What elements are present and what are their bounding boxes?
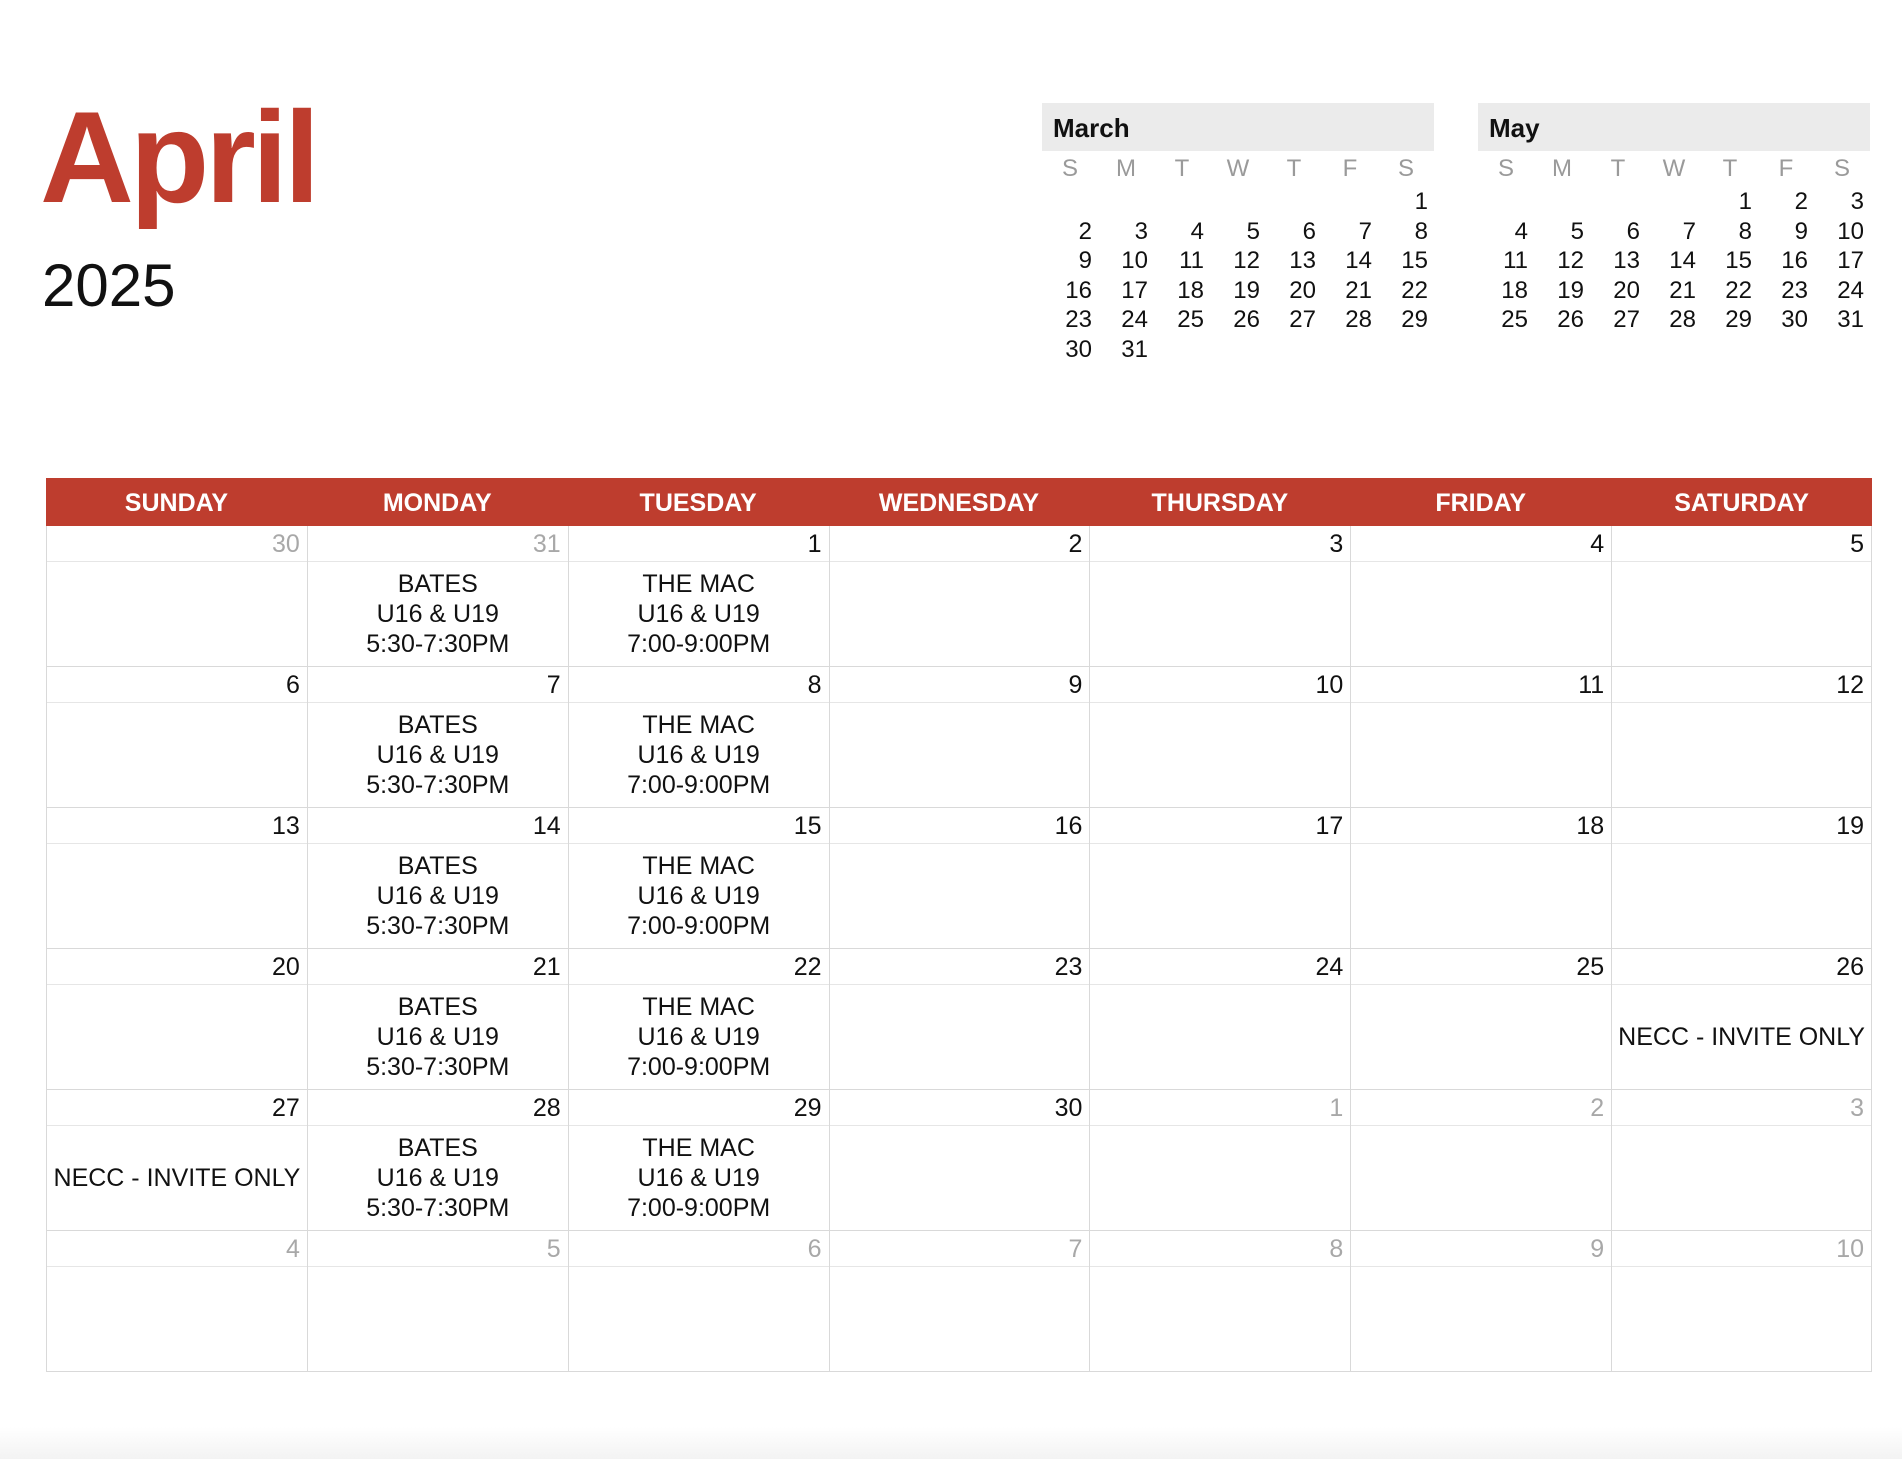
mini-day[interactable]: 17	[1837, 247, 1864, 274]
mini-day[interactable]: 14	[1669, 247, 1696, 274]
event-text-line: 7:00-9:00PM	[627, 1194, 771, 1222]
mini-weekday-label: F	[1342, 155, 1358, 182]
day-cell[interactable]	[1350, 526, 1611, 667]
mini-day[interactable]: 31	[1121, 335, 1148, 363]
month-calendar-grid	[46, 478, 1872, 1372]
day-number: 21	[308, 949, 568, 985]
day-number: 8	[1090, 1231, 1350, 1267]
mini-day-blank	[1646, 187, 1702, 217]
day-cell[interactable]	[1350, 949, 1611, 1090]
mini-day[interactable]: 31	[1837, 306, 1864, 333]
event-text-line: U16 & U19	[637, 1164, 760, 1192]
mini-day[interactable]: 13	[1289, 247, 1316, 274]
event-text-line: U16 & U19	[376, 600, 499, 628]
mini-day[interactable]: 23	[1065, 306, 1092, 333]
mini-day[interactable]: 6	[1626, 217, 1640, 245]
mini-day[interactable]: 30	[1065, 335, 1092, 363]
event-text-line: 5:30-7:30PM	[366, 1194, 510, 1222]
mini-day[interactable]: 19	[1557, 276, 1584, 304]
day-cell[interactable]	[1089, 526, 1350, 667]
day-number: 22	[569, 949, 829, 985]
day-cell[interactable]	[1350, 1090, 1611, 1231]
mini-calendar-title: March	[1042, 103, 1434, 151]
event-entry[interactable]	[308, 1126, 568, 1230]
day-cell[interactable]	[1350, 808, 1611, 949]
day-number: 14	[308, 808, 568, 844]
day-number: 24	[1090, 949, 1350, 985]
event-text-line: U16 & U19	[637, 1023, 760, 1051]
event-entry[interactable]	[569, 703, 829, 807]
event-text-line: THE MAC	[642, 711, 755, 739]
mini-weekday-label: M	[1552, 155, 1572, 182]
mini-weekday-label: S	[1833, 155, 1850, 182]
event-text-line: 5:30-7:30PM	[366, 630, 510, 658]
day-number: 29	[569, 1090, 829, 1126]
day-cell[interactable]	[1611, 808, 1872, 949]
event-text-line: BATES	[397, 993, 478, 1021]
mini-day[interactable]: 20	[1613, 276, 1640, 304]
day-cell[interactable]	[568, 1090, 829, 1231]
day-number: 10	[1090, 667, 1350, 703]
mini-day-blank	[1322, 187, 1378, 217]
mini-day[interactable]: 8	[1414, 217, 1428, 245]
day-number: 23	[830, 949, 1090, 985]
mini-day[interactable]: 9	[1794, 217, 1808, 245]
day-cell[interactable]	[568, 808, 829, 949]
day-number: 6	[47, 667, 307, 703]
mini-day[interactable]: 30	[1781, 306, 1808, 333]
day-number: 31	[308, 526, 568, 562]
mini-day[interactable]: 24	[1837, 276, 1864, 304]
event-text-line: U16 & U19	[637, 741, 760, 769]
event-text-line: BATES	[397, 570, 478, 598]
mini-day[interactable]: 28	[1345, 306, 1372, 333]
mini-day[interactable]: 19	[1233, 276, 1260, 304]
event-text-line: THE MAC	[642, 1134, 755, 1162]
mini-calendar-may	[1478, 103, 1870, 335]
mini-day[interactable]: 7	[1682, 217, 1696, 245]
mini-day[interactable]: 15	[1401, 247, 1428, 274]
mini-weekday-label: T	[1722, 155, 1738, 182]
day-cell[interactable]	[568, 667, 829, 808]
mini-day[interactable]: 20	[1289, 276, 1316, 304]
day-number: 9	[1351, 1231, 1611, 1267]
event-entry[interactable]	[308, 844, 568, 948]
mini-weekday-label: F	[1778, 155, 1794, 182]
mini-day[interactable]: 3	[1850, 188, 1864, 215]
mini-day[interactable]: 21	[1345, 276, 1372, 304]
event-text-line: 5:30-7:30PM	[366, 912, 510, 940]
day-cell[interactable]	[829, 667, 1090, 808]
mini-weekday-label: T	[1174, 155, 1190, 182]
day-number: 16	[830, 808, 1090, 844]
mini-day[interactable]: 18	[1177, 276, 1204, 304]
day-cell[interactable]	[307, 526, 568, 667]
mini-day[interactable]: 18	[1501, 276, 1528, 304]
day-cell[interactable]	[1089, 949, 1350, 1090]
day-number: 4	[47, 1231, 307, 1267]
event-text-line: THE MAC	[642, 993, 755, 1021]
day-cell[interactable]	[568, 526, 829, 667]
event-text-line: 7:00-9:00PM	[627, 630, 771, 658]
day-cell[interactable]	[1089, 808, 1350, 949]
mini-day-blank	[1154, 187, 1210, 217]
weekday-label: FRIDAY	[1435, 489, 1527, 517]
day-number: 11	[1351, 667, 1611, 703]
week-row	[46, 1231, 1872, 1372]
week-row	[46, 667, 1872, 808]
day-number: 3	[1090, 526, 1350, 562]
mini-day[interactable]: 17	[1121, 276, 1148, 304]
mini-day[interactable]: 26	[1557, 306, 1584, 333]
day-number: 10	[1612, 1231, 1871, 1267]
day-cell[interactable]	[46, 667, 307, 808]
event-text-line: THE MAC	[642, 852, 755, 880]
day-number: 27	[47, 1090, 307, 1126]
day-number: 7	[830, 1231, 1090, 1267]
week-row	[46, 526, 1872, 667]
mini-day[interactable]: 3	[1134, 217, 1148, 245]
day-cell[interactable]	[1350, 667, 1611, 808]
day-cell[interactable]	[46, 526, 307, 667]
event-text-line: BATES	[397, 1134, 478, 1162]
event-text-line: THE MAC	[642, 570, 755, 598]
event-text-line: NECC - INVITE ONLY	[1618, 1023, 1865, 1051]
day-cell[interactable]	[46, 808, 307, 949]
mini-day[interactable]: 28	[1669, 306, 1696, 333]
mini-day[interactable]: 6	[1302, 217, 1316, 245]
mini-day[interactable]: 22	[1401, 276, 1428, 304]
mini-day[interactable]: 13	[1613, 247, 1640, 274]
mini-day-blank	[1098, 187, 1154, 217]
day-number: 20	[47, 949, 307, 985]
event-text-line: NECC - INVITE ONLY	[53, 1164, 301, 1192]
day-cell[interactable]	[46, 1231, 307, 1372]
day-number: 17	[1090, 808, 1350, 844]
mini-weekday-label: M	[1116, 155, 1136, 182]
month-title: April	[40, 84, 317, 230]
year-title: 2025	[42, 252, 176, 319]
mini-day[interactable]: 29	[1401, 306, 1428, 333]
event-entry[interactable]	[569, 1126, 829, 1230]
page-bottom-shadow	[0, 1427, 1902, 1459]
day-cell[interactable]	[1611, 1090, 1872, 1231]
mini-weekday-label: S	[1497, 155, 1514, 182]
mini-day-blank	[1042, 187, 1098, 217]
mini-day-blank	[1590, 187, 1646, 217]
event-text-line: U16 & U19	[376, 882, 499, 910]
day-cell[interactable]	[1611, 949, 1872, 1090]
week-row	[46, 1090, 1872, 1231]
mini-day[interactable]: 1	[1738, 188, 1752, 215]
mini-calendar-title: May	[1478, 103, 1870, 151]
mini-day-blank	[1478, 187, 1534, 217]
day-number: 5	[1612, 526, 1871, 562]
day-cell[interactable]	[1611, 526, 1872, 667]
event-text-line: BATES	[397, 852, 478, 880]
event-text-line: U16 & U19	[376, 1023, 499, 1051]
event-entry[interactable]	[308, 703, 568, 807]
week-row	[46, 949, 1872, 1090]
mini-day[interactable]: 2	[1078, 217, 1092, 245]
mini-day[interactable]: 9	[1078, 247, 1092, 274]
day-cell[interactable]	[829, 526, 1090, 667]
mini-day[interactable]: 22	[1725, 276, 1752, 304]
day-cell[interactable]	[1089, 1090, 1350, 1231]
event-text-line: 7:00-9:00PM	[627, 771, 771, 799]
mini-weekday-label: S	[1397, 155, 1414, 182]
mini-day[interactable]: 11	[1179, 247, 1204, 274]
day-cell[interactable]	[1611, 1231, 1872, 1372]
day-number: 7	[308, 667, 568, 703]
mini-day[interactable]: 25	[1501, 306, 1528, 333]
mini-day[interactable]: 21	[1669, 276, 1696, 304]
day-number: 9	[830, 667, 1090, 703]
day-number: 4	[1351, 526, 1611, 562]
weekday-label: MONDAY	[382, 489, 492, 517]
day-cell[interactable]	[1611, 667, 1872, 808]
day-cell[interactable]	[1089, 667, 1350, 808]
day-cell[interactable]	[307, 667, 568, 808]
day-number: 18	[1351, 808, 1611, 844]
event-entry[interactable]	[1612, 985, 1871, 1089]
mini-day[interactable]: 15	[1725, 247, 1752, 274]
mini-weekday-label: T	[1286, 155, 1302, 182]
event-text-line: 7:00-9:00PM	[627, 912, 771, 940]
mini-day-blank	[1210, 187, 1266, 217]
week-row	[46, 808, 1872, 949]
event-text-line: U16 & U19	[376, 1164, 499, 1192]
day-number: 13	[47, 808, 307, 844]
mini-day-blank	[1534, 187, 1590, 217]
weekday-label: SUNDAY	[124, 489, 229, 517]
day-cell[interactable]	[307, 1231, 568, 1372]
mini-weekday-label: S	[1061, 155, 1078, 182]
weekday-label: TUESDAY	[639, 489, 757, 517]
event-entry[interactable]	[569, 844, 829, 948]
day-cell[interactable]	[829, 1090, 1090, 1231]
mini-day[interactable]: 10	[1121, 247, 1148, 274]
weekday-header	[46, 478, 1872, 526]
day-number: 2	[830, 526, 1090, 562]
event-text-line: BATES	[397, 711, 478, 739]
weekday-label: THURSDAY	[1151, 489, 1289, 517]
mini-day[interactable]: 4	[1190, 217, 1204, 245]
mini-day[interactable]: 7	[1358, 217, 1372, 245]
day-cell[interactable]	[568, 949, 829, 1090]
event-text-line: 5:30-7:30PM	[366, 1053, 510, 1081]
day-number: 19	[1612, 808, 1871, 844]
day-number: 15	[569, 808, 829, 844]
day-cell[interactable]	[307, 949, 568, 1090]
mini-day[interactable]: 16	[1781, 247, 1808, 274]
day-cell[interactable]	[1089, 1231, 1350, 1372]
mini-day[interactable]: 10	[1837, 217, 1864, 245]
mini-weekday-label: W	[1662, 155, 1686, 182]
mini-day[interactable]: 26	[1233, 306, 1260, 333]
mini-day[interactable]: 23	[1781, 276, 1808, 304]
event-text-line: U16 & U19	[376, 741, 499, 769]
mini-day[interactable]: 12	[1557, 247, 1584, 274]
day-number: 6	[569, 1231, 829, 1267]
mini-day[interactable]: 12	[1233, 247, 1260, 274]
mini-weekday-label: T	[1610, 155, 1626, 182]
day-number: 1	[1090, 1090, 1350, 1126]
mini-day[interactable]: 2	[1794, 188, 1808, 215]
day-number: 25	[1351, 949, 1611, 985]
day-number: 12	[1612, 667, 1871, 703]
mini-day[interactable]: 24	[1121, 306, 1148, 333]
day-number: 8	[569, 667, 829, 703]
day-number: 28	[308, 1090, 568, 1126]
day-number: 2	[1351, 1090, 1611, 1126]
event-text-line: 5:30-7:30PM	[366, 771, 510, 799]
event-text-line: 7:00-9:00PM	[627, 1053, 771, 1081]
event-entry[interactable]	[308, 985, 568, 1089]
event-entry[interactable]	[308, 562, 568, 666]
day-number: 1	[569, 526, 829, 562]
mini-day[interactable]: 14	[1345, 247, 1372, 274]
day-number: 5	[308, 1231, 568, 1267]
day-cell[interactable]	[46, 1090, 307, 1231]
event-text-line: U16 & U19	[637, 600, 760, 628]
mini-day[interactable]: 5	[1246, 217, 1260, 245]
day-cell[interactable]	[829, 1231, 1090, 1372]
mini-day[interactable]: 4	[1514, 217, 1528, 245]
mini-day[interactable]: 16	[1065, 276, 1092, 304]
mini-day[interactable]: 11	[1503, 247, 1528, 274]
weekday-label: WEDNESDAY	[878, 489, 1040, 517]
mini-day[interactable]: 8	[1738, 217, 1752, 245]
mini-day[interactable]: 29	[1725, 306, 1752, 333]
day-number: 30	[830, 1090, 1090, 1126]
day-cell[interactable]	[307, 808, 568, 949]
day-cell[interactable]	[46, 949, 307, 1090]
mini-day[interactable]: 5	[1570, 217, 1584, 245]
day-number: 3	[1612, 1090, 1871, 1126]
day-cell[interactable]	[568, 1231, 829, 1372]
mini-weekday-label: W	[1226, 155, 1250, 182]
day-number: 26	[1612, 949, 1871, 985]
mini-day[interactable]: 27	[1289, 306, 1316, 333]
event-text-line: U16 & U19	[637, 882, 760, 910]
event-entry[interactable]	[47, 1126, 307, 1230]
weekday-label: SATURDAY	[1674, 489, 1809, 517]
day-number: 30	[47, 526, 307, 562]
day-cell[interactable]	[307, 1090, 568, 1231]
mini-day-blank	[1266, 187, 1322, 217]
mini-day[interactable]: 27	[1613, 306, 1640, 333]
mini-calendar-march	[1042, 103, 1434, 364]
mini-day[interactable]: 25	[1177, 306, 1204, 333]
day-cell[interactable]	[829, 949, 1090, 1090]
day-cell[interactable]	[1350, 1231, 1611, 1372]
event-entry[interactable]	[569, 562, 829, 666]
day-cell[interactable]	[829, 808, 1090, 949]
event-entry[interactable]	[569, 985, 829, 1089]
mini-day[interactable]: 1	[1414, 188, 1428, 215]
